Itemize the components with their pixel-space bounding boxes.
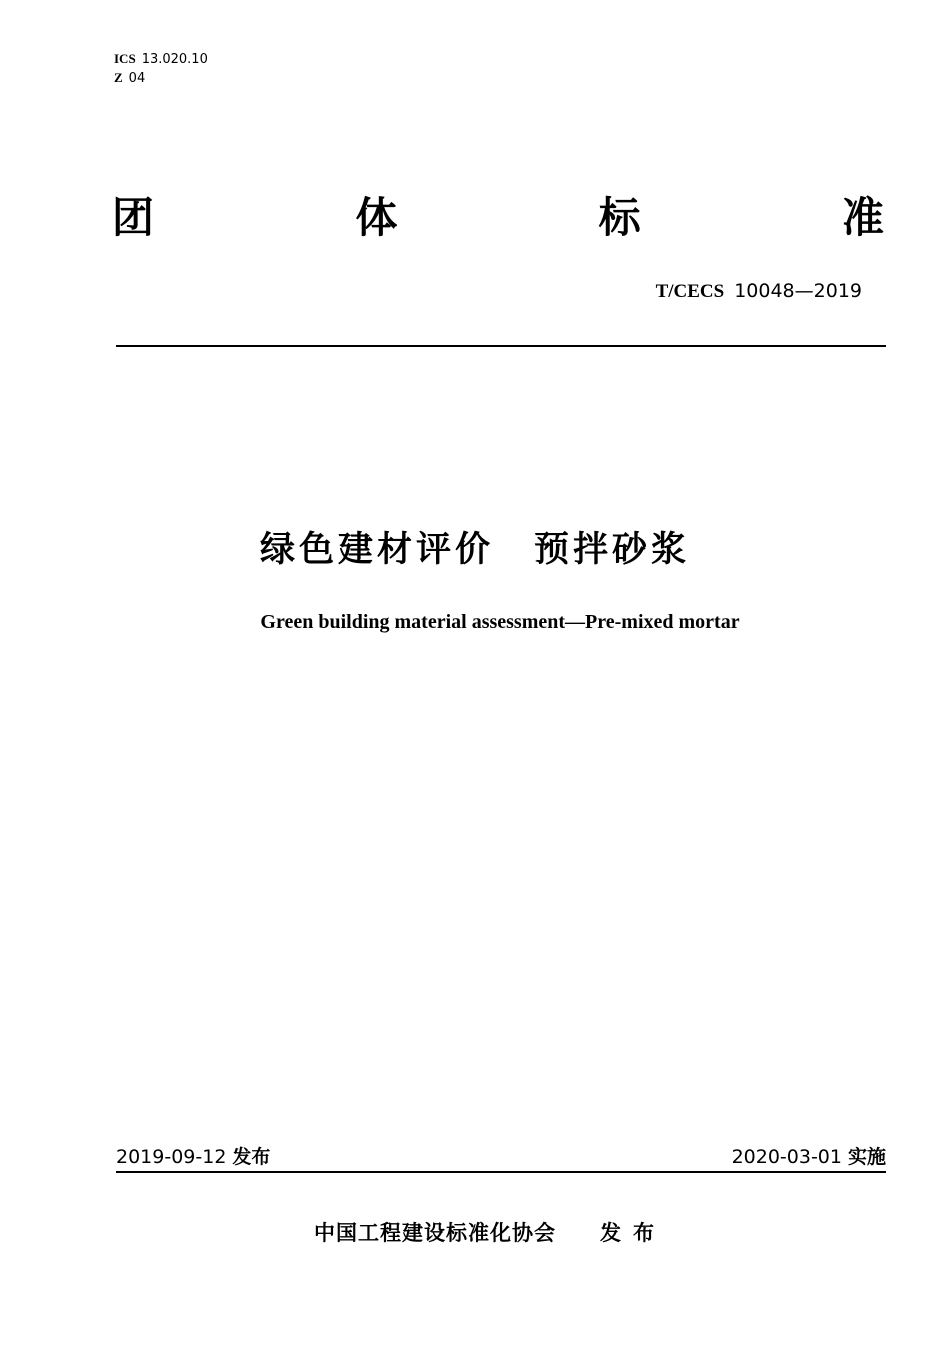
bottom-divider — [116, 1171, 886, 1173]
publisher-action: 发布 — [600, 1221, 666, 1245]
implementation-date — [732, 1142, 886, 1169]
ics-label: ICS — [114, 51, 136, 66]
standard-prefix: T/CECS — [655, 281, 725, 302]
issue-date-value: 2019-09-12 — [116, 1146, 227, 1168]
chinese-title-part1: 绿色建材评价 — [259, 530, 494, 570]
top-divider — [116, 345, 886, 347]
ccs-value: 04 — [128, 71, 146, 86]
standard-code: 10048—2019 — [734, 280, 862, 302]
implementation-date-label: 实施 — [847, 1146, 886, 1168]
ics-code-line — [114, 50, 208, 69]
chinese-title-part2: 预拌砂浆 — [534, 530, 691, 570]
publisher — [314, 1217, 666, 1247]
doc-type-char: 标 — [598, 193, 641, 242]
issue-date — [116, 1142, 270, 1169]
classification-codes — [114, 50, 208, 88]
publisher-name: 中国工程建设标准化协会 — [314, 1221, 556, 1245]
doc-type-char: 体 — [355, 193, 398, 242]
standard-number — [656, 280, 862, 303]
doc-type-char: 团 — [112, 193, 155, 242]
chinese-title — [0, 525, 950, 575]
ccs-label: Z — [114, 70, 123, 85]
issue-date-label: 发布 — [232, 1146, 271, 1168]
ccs-code-line — [114, 69, 208, 88]
doc-type-char: 准 — [841, 193, 884, 242]
ics-value: 13.020.10 — [141, 52, 208, 67]
english-title: Green building material assessment—Pre-mixed mortar — [260, 611, 740, 633]
implementation-date-value: 2020-03-01 — [731, 1146, 842, 1168]
document-type-heading — [112, 188, 884, 248]
